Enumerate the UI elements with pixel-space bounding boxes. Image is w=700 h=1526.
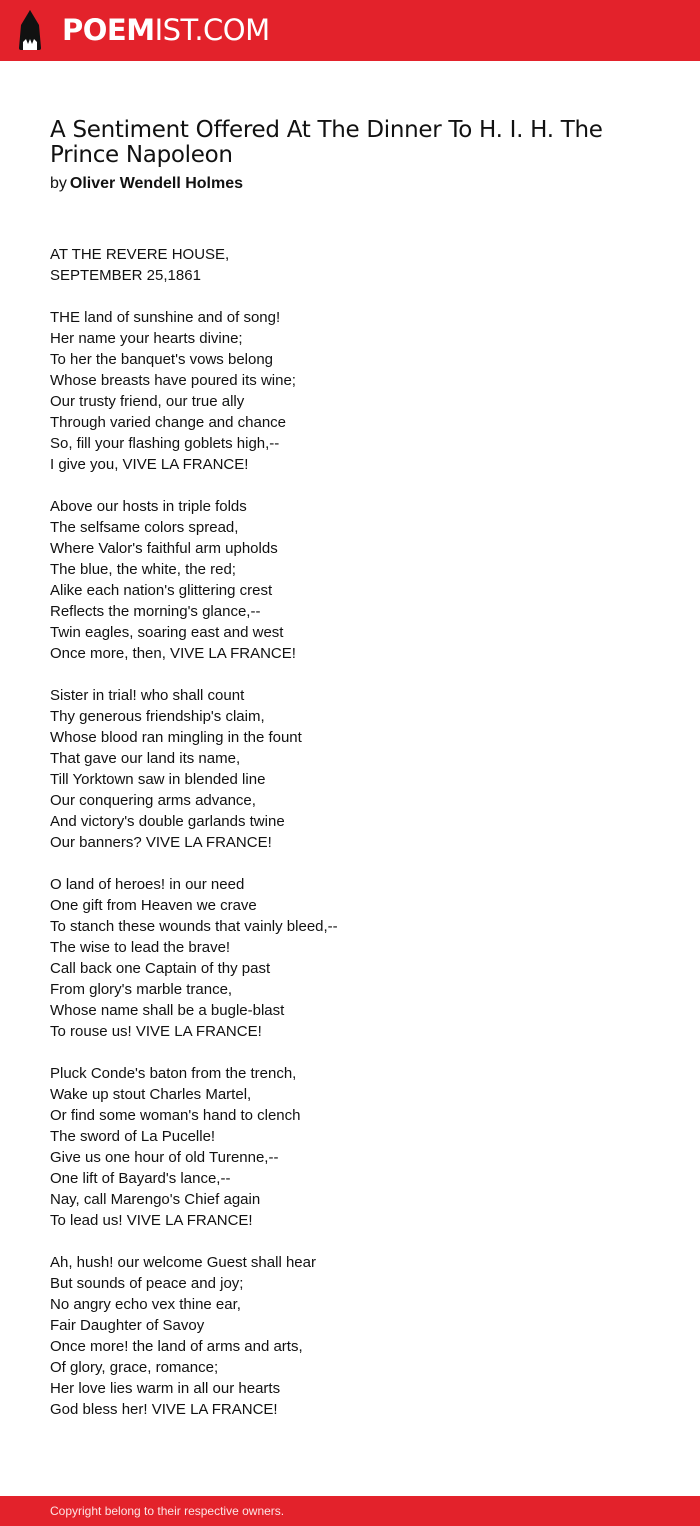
poem-line: Call back one Captain of thy past [50,960,271,977]
poem-line: Ah, hush! our welcome Guest shall hear [50,1254,316,1271]
poem-stanza [50,307,650,475]
poem-line: To lead us! VIVE LA FRANCE! [50,1212,253,1229]
poem-line: Thy generous friendship's claim, [50,708,265,725]
poem-line: Of glory, grace, romance; [50,1359,219,1376]
poem-line: To her the banquet's vows belong [50,351,274,368]
poem-line: Her name your hearts divine; [50,330,243,347]
byline [50,173,243,195]
poem-title: A Sentiment Offered At The Dinner To H. I. H. The Prince Napoleon [50,117,603,168]
poem-stanza [50,244,650,286]
poem-line: To stanch these wounds that vainly bleed,-- [50,918,338,935]
poem-line: Wake up stout Charles Martel, [50,1086,252,1103]
poem-stanza [50,685,650,853]
poem-line: The sword of La Pucelle! [50,1128,216,1145]
poem-line: God bless her! VIVE LA FRANCE! [50,1401,278,1418]
author-name[interactable]: Oliver Wendell Holmes [69,175,243,192]
poem-line: Nay, call Marengo's Chief again [50,1191,261,1208]
poem-line: But sounds of peace and joy; [50,1275,244,1292]
site-logo-text[interactable] [62,12,270,48]
poem-line: No angry echo vex thine ear, [50,1296,241,1313]
poem-stanza [50,496,650,664]
poem-line: The selfsame colors spread, [50,519,239,536]
byline-prefix: by [50,175,67,192]
poem-line: That gave our land its name, [50,750,241,767]
logo-strong-text: POEM [62,13,155,47]
poem-stanza [50,1252,650,1420]
poem-line: Through varied change and chance [50,414,287,431]
poem-line: One lift of Bayard's lance,-- [50,1170,231,1187]
poem-line: To rouse us! VIVE LA FRANCE! [50,1023,262,1040]
poem-line: So, fill your flashing goblets high,-- [50,435,280,452]
poem-line: And victory's double garlands twine [50,813,285,830]
poem-line: AT THE REVERE HOUSE, [50,246,230,263]
poem-line: Sister in trial! who shall count [50,687,245,704]
poem-line: Till Yorktown saw in blended line [50,771,266,788]
logo-light-text: IST.COM [154,13,270,47]
poem-stanza [50,874,650,1042]
poem-line: One gift from Heaven we crave [50,897,257,914]
poem-line: Whose blood ran mingling in the fount [50,729,302,746]
poem-line: Or find some woman's hand to clench [50,1107,301,1124]
poem-line: Twin eagles, soaring east and west [50,624,284,641]
poem-line: Whose breasts have poured its wine; [50,372,296,389]
poem-line: Reflects the morning's glance,-- [50,603,261,620]
poem-line: Our trusty friend, our true ally [50,393,245,410]
poem-body [50,244,650,1441]
copyright-notice: Copyright belong to their respective owners. [50,1504,285,1518]
poem-line: The blue, the white, the red; [50,561,236,578]
poem-line: THE land of sunshine and of song! [50,309,281,326]
poem-stanza [50,1063,650,1231]
poem-line: Once more, then, VIVE LA FRANCE! [50,645,296,662]
poem-line: Her love lies warm in all our hearts [50,1380,281,1397]
poem-line: Our conquering arms advance, [50,792,256,809]
pencil-logo-icon[interactable] [17,9,43,51]
poem-line: From glory's marble trance, [50,981,233,998]
poem-line: Fair Daughter of Savoy [50,1317,205,1334]
site-footer [0,1496,700,1526]
poem-line: Whose name shall be a bugle-blast [50,1002,285,1019]
poem-line: Give us one hour of old Turenne,-- [50,1149,279,1166]
poem-line: Above our hosts in triple folds [50,498,247,515]
poem-line: I give you, VIVE LA FRANCE! [50,456,249,473]
poem-line: Alike each nation's glittering crest [50,582,273,599]
poem-line: Where Valor's faithful arm upholds [50,540,278,557]
poem-line: Our banners? VIVE LA FRANCE! [50,834,272,851]
poem-line: Once more! the land of arms and arts, [50,1338,303,1355]
poem-line: The wise to lead the brave! [50,939,231,956]
poem-line: O land of heroes! in our need [50,876,245,893]
poem-line: SEPTEMBER 25,1861 [50,267,201,284]
site-header [0,0,700,61]
poem-line: Pluck Conde's baton from the trench, [50,1065,297,1082]
